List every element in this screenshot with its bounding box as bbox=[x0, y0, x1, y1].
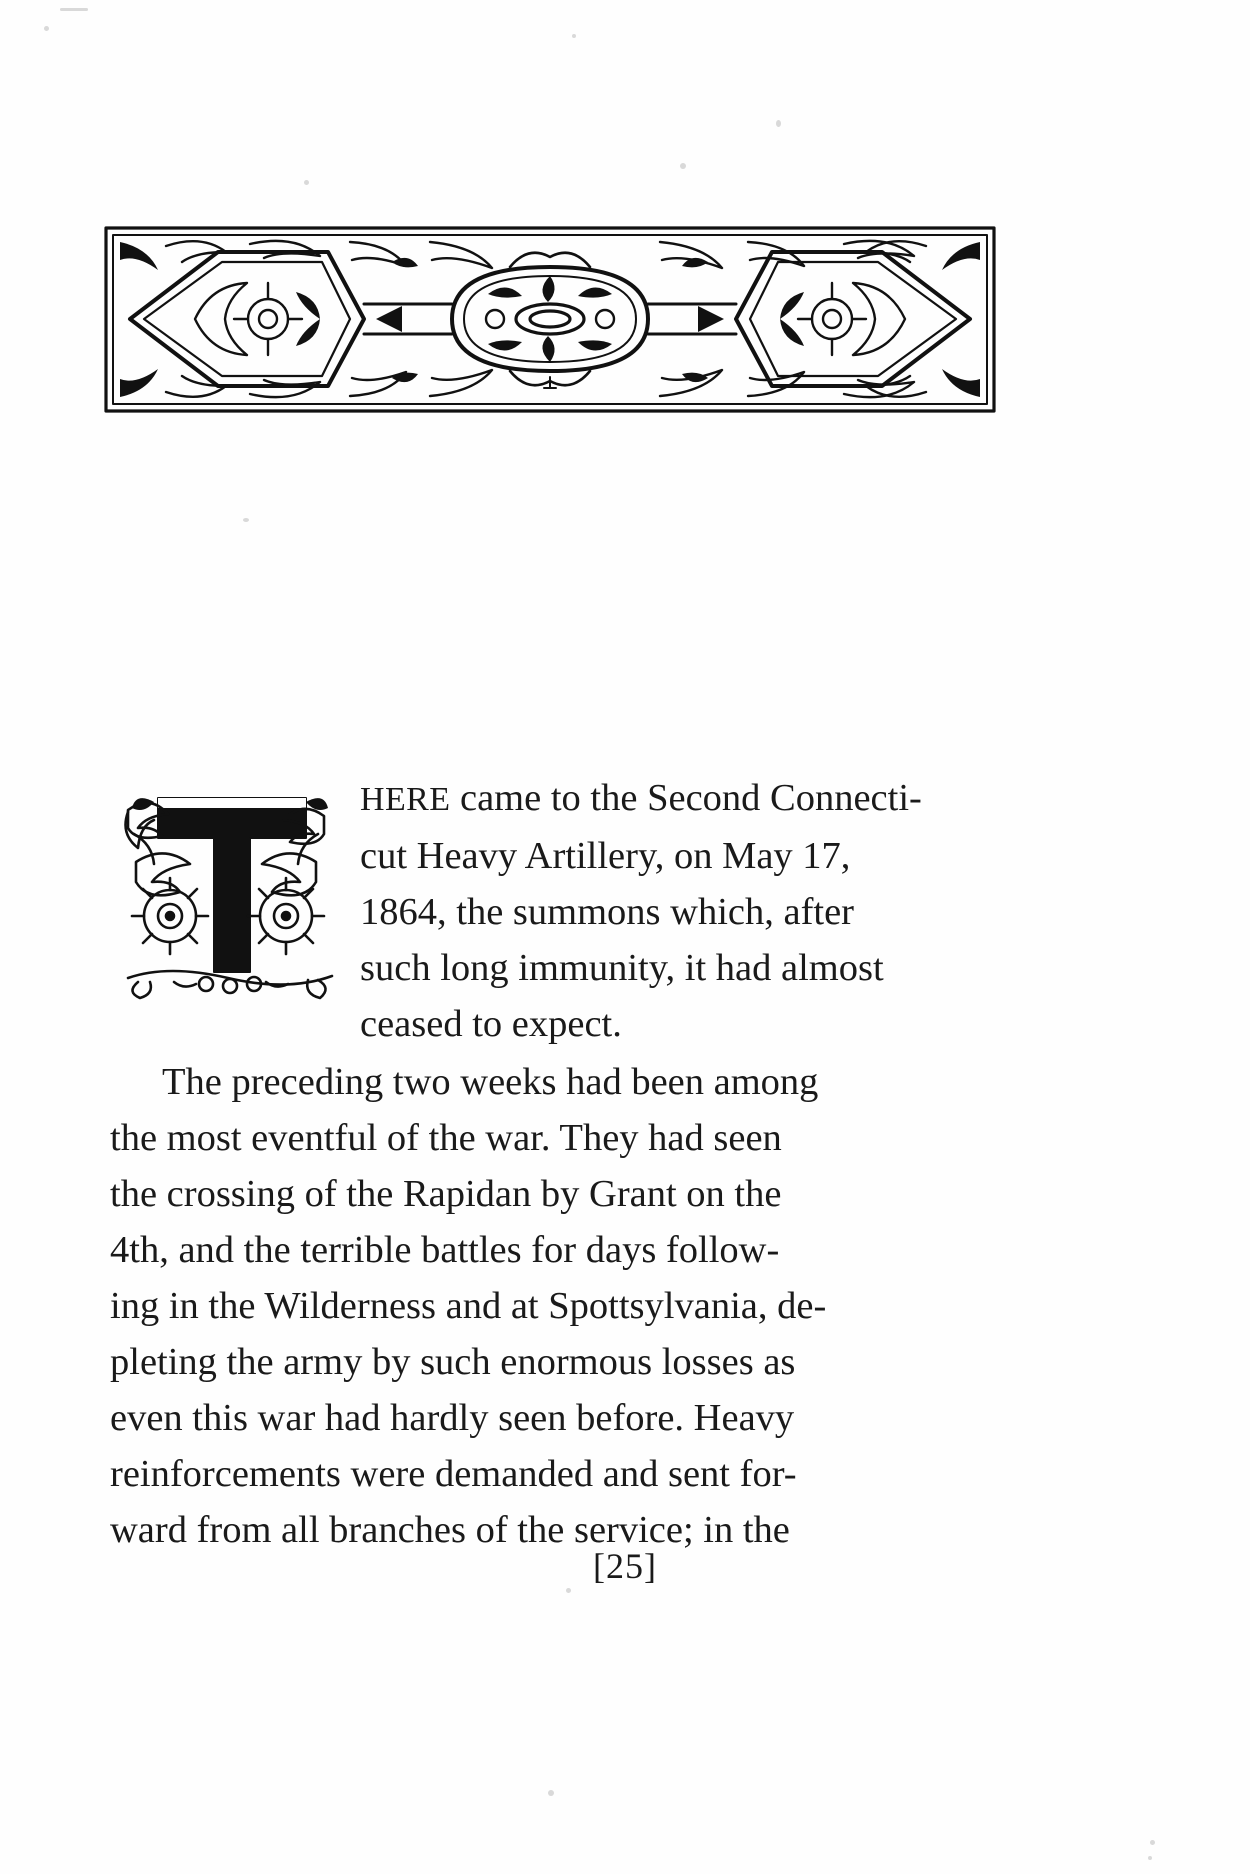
second-paragraph-line: the most eventful of the war. They had seen bbox=[110, 1117, 782, 1159]
opening-rest: came to the Second Connecti- bbox=[450, 777, 922, 819]
scan-speck bbox=[1150, 1840, 1155, 1845]
opening-smallcaps: HERE bbox=[360, 781, 451, 818]
second-paragraph-line: ing in the Wilderness and at Spottsylvania, de- bbox=[110, 1285, 827, 1327]
scan-speck bbox=[572, 34, 576, 38]
scan-speck bbox=[304, 180, 309, 185]
scan-speck bbox=[776, 120, 781, 127]
second-paragraph-line: 4th, and the terrible battles for days follow- bbox=[110, 1229, 780, 1271]
scan-speck bbox=[1148, 1856, 1152, 1860]
scan-speck bbox=[243, 518, 249, 522]
first-paragraph-line: such long immunity, it had almost bbox=[360, 947, 884, 989]
first-paragraph-line: cut Heavy Artillery, on May 17, bbox=[360, 835, 851, 877]
floral-headpiece-ornament bbox=[100, 222, 1000, 417]
first-paragraph-line: ceased to expect. bbox=[360, 1003, 622, 1045]
page-number: [25] bbox=[593, 1546, 657, 1586]
second-paragraph-line: even this war had hardly seen before. Heavy bbox=[110, 1397, 795, 1439]
second-paragraph bbox=[110, 1054, 1010, 1558]
first-paragraph-opening bbox=[360, 770, 1010, 1052]
scan-speck bbox=[60, 8, 88, 11]
body-text bbox=[110, 770, 1010, 1558]
second-paragraph-line: reinforcements were demanded and sent for- bbox=[110, 1453, 797, 1495]
scan-speck bbox=[548, 1790, 554, 1796]
scan-speck bbox=[44, 26, 49, 31]
first-paragraph-line: 1864, the summons which, after bbox=[360, 891, 854, 933]
scan-speck bbox=[680, 163, 686, 169]
second-paragraph-line: the crossing of the Rapidan by Grant on the bbox=[110, 1173, 782, 1215]
second-paragraph-line: ward from all branches of the service; in the bbox=[110, 1509, 790, 1551]
first-paragraph bbox=[110, 770, 1010, 1052]
second-paragraph-line: The preceding two weeks had been among bbox=[162, 1061, 819, 1103]
scan-speck bbox=[566, 1588, 571, 1593]
second-paragraph-line: pleting the army by such enormous losses as bbox=[110, 1341, 796, 1383]
illuminated-initial-T bbox=[110, 776, 350, 1016]
